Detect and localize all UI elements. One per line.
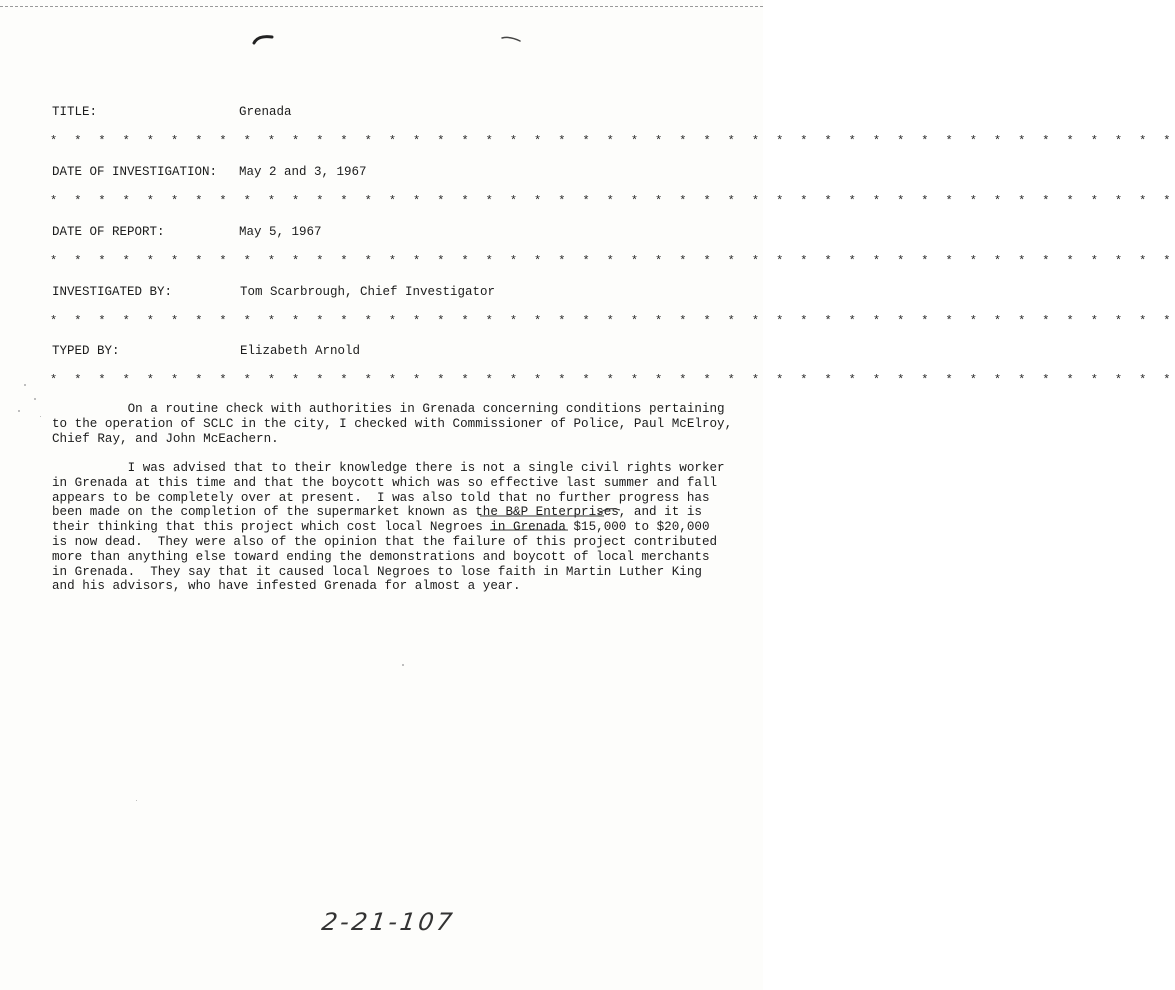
pen-underline-annotation — [478, 504, 658, 532]
date-report-row — [52, 225, 322, 239]
paragraph-1-line: On a routine check with authorities in Grenada concerning conditions pertaining — [52, 402, 725, 416]
scan-speck — [24, 384, 26, 386]
separator-3: * * * * * * * * * * * * * * * * * * * * * * * * * * * * * * * * * * * * * * * * * * * * * * * — [50, 254, 1175, 268]
scan-speck — [402, 664, 404, 666]
paragraph-1-line: to the operation of SCLC in the city, I checked with Commissioner of Police, Paul McElroy, — [52, 416, 733, 431]
scan-speck — [40, 416, 41, 417]
scan-speck — [18, 410, 20, 412]
paragraph-1-line: Chief Ray, and John McEachern. — [52, 431, 279, 446]
title-label: TITLE: — [52, 105, 98, 119]
paragraph-2-line: appears to be completely over at present. I was also told that no further progress has — [52, 490, 710, 505]
paragraph-2-line: I was advised that to their knowledge there is not a single civil rights worker — [52, 461, 725, 475]
separator-5: * * * * * * * * * * * * * * * * * * * * * * * * * * * * * * * * * * * * * * * * * * * * * * * — [50, 373, 1175, 387]
scan-mark-right — [500, 34, 524, 46]
typed-by-label: TYPED BY: — [52, 344, 120, 358]
date-report-value: May 5, 1967 — [239, 225, 322, 239]
date-investigation-row — [52, 165, 367, 179]
paragraph-2-line: and his advisors, who have infested Grenada for almost a year. — [52, 579, 521, 594]
title-row — [52, 105, 292, 119]
scan-speck — [34, 398, 36, 400]
paragraph-2-line: in Grenada at this time and that the boycott which was so effective last summer and fall — [52, 475, 718, 490]
investigated-by-value: Tom Scarbrough, Chief Investigator — [240, 285, 496, 299]
investigated-by-label: INVESTIGATED BY: — [52, 285, 173, 299]
typed-by-row — [52, 344, 361, 358]
paragraph-2-line: more than anything else toward ending the demonstrations and boycott of local merchants — [52, 549, 710, 564]
title-value: Grenada — [239, 105, 292, 119]
paragraph-2-line: their thinking that this project which cost local Negroes in Grenada $15,000 to $20,000 — [52, 520, 710, 535]
paragraph-2-line: is now dead. They were also of the opinion that the failure of this project contributed — [52, 534, 718, 549]
date-investigation-label: DATE OF INVESTIGATION: — [52, 165, 218, 179]
paragraph-2-line: been made on the completion of the supermarket known as the B&P Enterprises, and it is — [52, 505, 702, 520]
separator-2: * * * * * * * * * * * * * * * * * * * * * * * * * * * * * * * * * * * * * * * * * * * * * * * — [50, 194, 1175, 208]
typed-by-value: Elizabeth Arnold — [240, 344, 361, 358]
handwritten-document-number: 2-21-107 — [320, 908, 457, 936]
separator-1: * * * * * * * * * * * * * * * * * * * * * * * * * * * * * * * * * * * * * * * * * * * * * * * — [50, 134, 1175, 148]
paragraph-2-line: in Grenada. They say that it caused local Negroes to lose faith in Martin Luther King — [52, 564, 702, 579]
scan-speck — [136, 800, 137, 801]
scan-mark-left — [252, 32, 276, 46]
report-paragraph-1 — [52, 402, 742, 446]
date-investigation-value: May 2 and 3, 1967 — [239, 165, 367, 179]
investigated-by-row — [52, 285, 496, 299]
separator-4: * * * * * * * * * * * * * * * * * * * * * * * * * * * * * * * * * * * * * * * * * * * * * * * — [50, 314, 1175, 328]
page-top-edge — [0, 0, 763, 7]
date-report-label: DATE OF REPORT: — [52, 225, 165, 239]
